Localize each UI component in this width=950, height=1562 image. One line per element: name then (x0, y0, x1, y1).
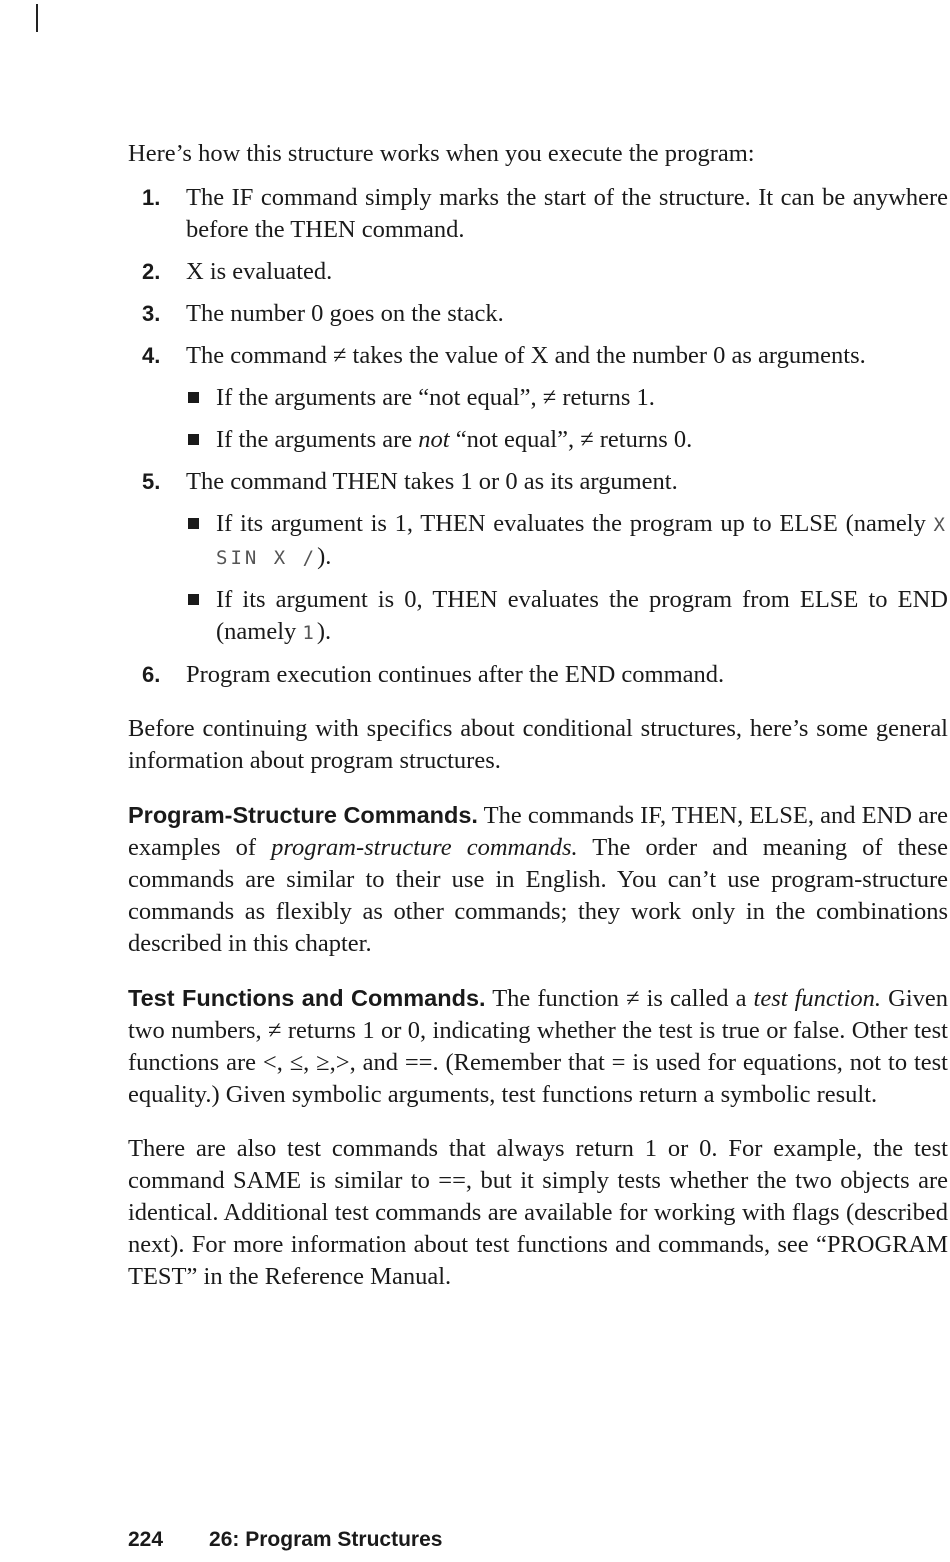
bullet-item (186, 508, 948, 574)
page-footer (128, 1528, 442, 1552)
step-item-6 (128, 659, 948, 691)
intro-text: Here’s how this structure works when you execute the program: (128, 140, 755, 167)
calculator-code: 1 (302, 622, 317, 644)
section-heading: Test Functions and Commands. (128, 985, 486, 1011)
bullet-emphasis: not (418, 426, 450, 453)
term-emphasis: test function. (753, 985, 882, 1012)
chapter-title: 26: Program Structures (209, 1528, 443, 1551)
term-emphasis: program-structure commands. (271, 834, 578, 861)
step-item-4 (128, 340, 948, 456)
calculator-code: X SIN X / (216, 514, 948, 569)
step-number: 4. (142, 343, 161, 368)
square-bullet-icon (188, 518, 199, 529)
steps-list (128, 182, 948, 691)
bullet-text: If the arguments are “not equal”, ≠ returns 1. (216, 384, 655, 411)
section-heading: Program-Structure Commands. (128, 802, 478, 828)
bullet-text: If the arguments are (216, 426, 419, 453)
general-info-paragraph: Before continuing with specifics about conditional structures, here’s some general information about program structures. (128, 715, 948, 774)
step-number: 2. (142, 259, 161, 284)
step-text: Program execution continues after the END command. (186, 661, 725, 688)
step-number: 5. (142, 469, 161, 494)
step-number: 6. (142, 662, 161, 687)
step-item-2 (128, 256, 948, 288)
bullet-text: If its argument is 0, THEN evaluates the program from ELSE to END (namely (216, 586, 948, 645)
bullet-text-tail: ). (316, 618, 332, 645)
step-item-1 (128, 182, 948, 246)
square-bullet-icon (188, 392, 199, 403)
step-text: The command ≠ takes the value of X and the number 0 as arguments. (186, 342, 866, 369)
bullet-item (186, 584, 948, 649)
square-bullet-icon (188, 434, 199, 445)
step-text: The number 0 goes on the stack. (186, 300, 504, 327)
paragraph-text: The function ≠ is called a (485, 985, 754, 1012)
step-4-bullets (186, 382, 948, 456)
bullet-text-tail: “not equal”, ≠ returns 0. (449, 426, 693, 453)
step-number: 3. (142, 301, 161, 326)
step-number: 1. (142, 185, 161, 210)
page-number: 224 (128, 1528, 164, 1551)
test-functions-paragraph (128, 982, 948, 1111)
page-body (128, 138, 948, 1293)
paragraph-text: The commands IF, THEN, ELSE, and END are examples of (128, 802, 949, 861)
step-text: X is evaluated. (186, 258, 333, 285)
bullet-item (186, 424, 948, 456)
square-bullet-icon (188, 594, 199, 605)
bullet-text: If its argument is 1, THEN evaluates the program up to ELSE (namely (216, 510, 934, 537)
step-5-bullets (186, 508, 948, 649)
test-commands-paragraph: There are also test commands that always return 1 or 0. For example, the test command SAME is similar to ==, but it simply tests whether the two objects are identical. Additional test commands are available for working with flags (described next). For more information about test functions and commands, see “PROGRAM TEST” in the Reference Manual. (128, 1135, 948, 1290)
paragraph-text-tail: The order and meaning of these commands are similar to their use in English. You can’t use program-structure commands as flexibly as other commands; they work only in the combinations described in this chapter. (128, 834, 948, 957)
paragraph-text-tail: Given two numbers, ≠ returns 1 or 0, indicating whether the test is true or false. Other test functions are <, ≤, ≥,>, and ==. (Remember that = is used for equations, not to test equality.) Given symbolic arguments, test functions return a symbolic result. (128, 985, 949, 1108)
bullet-text-tail: ). (317, 543, 332, 570)
step-text: The command THEN takes 1 or 0 as its argument. (186, 468, 678, 495)
step-text: The IF command simply marks the start of the structure. It can be anywhere before the THEN command. (186, 184, 948, 243)
step-item-5 (128, 466, 948, 649)
program-structure-commands-paragraph (128, 799, 948, 960)
bullet-item (186, 382, 948, 414)
step-item-3 (128, 298, 948, 330)
margin-mark (36, 4, 38, 32)
